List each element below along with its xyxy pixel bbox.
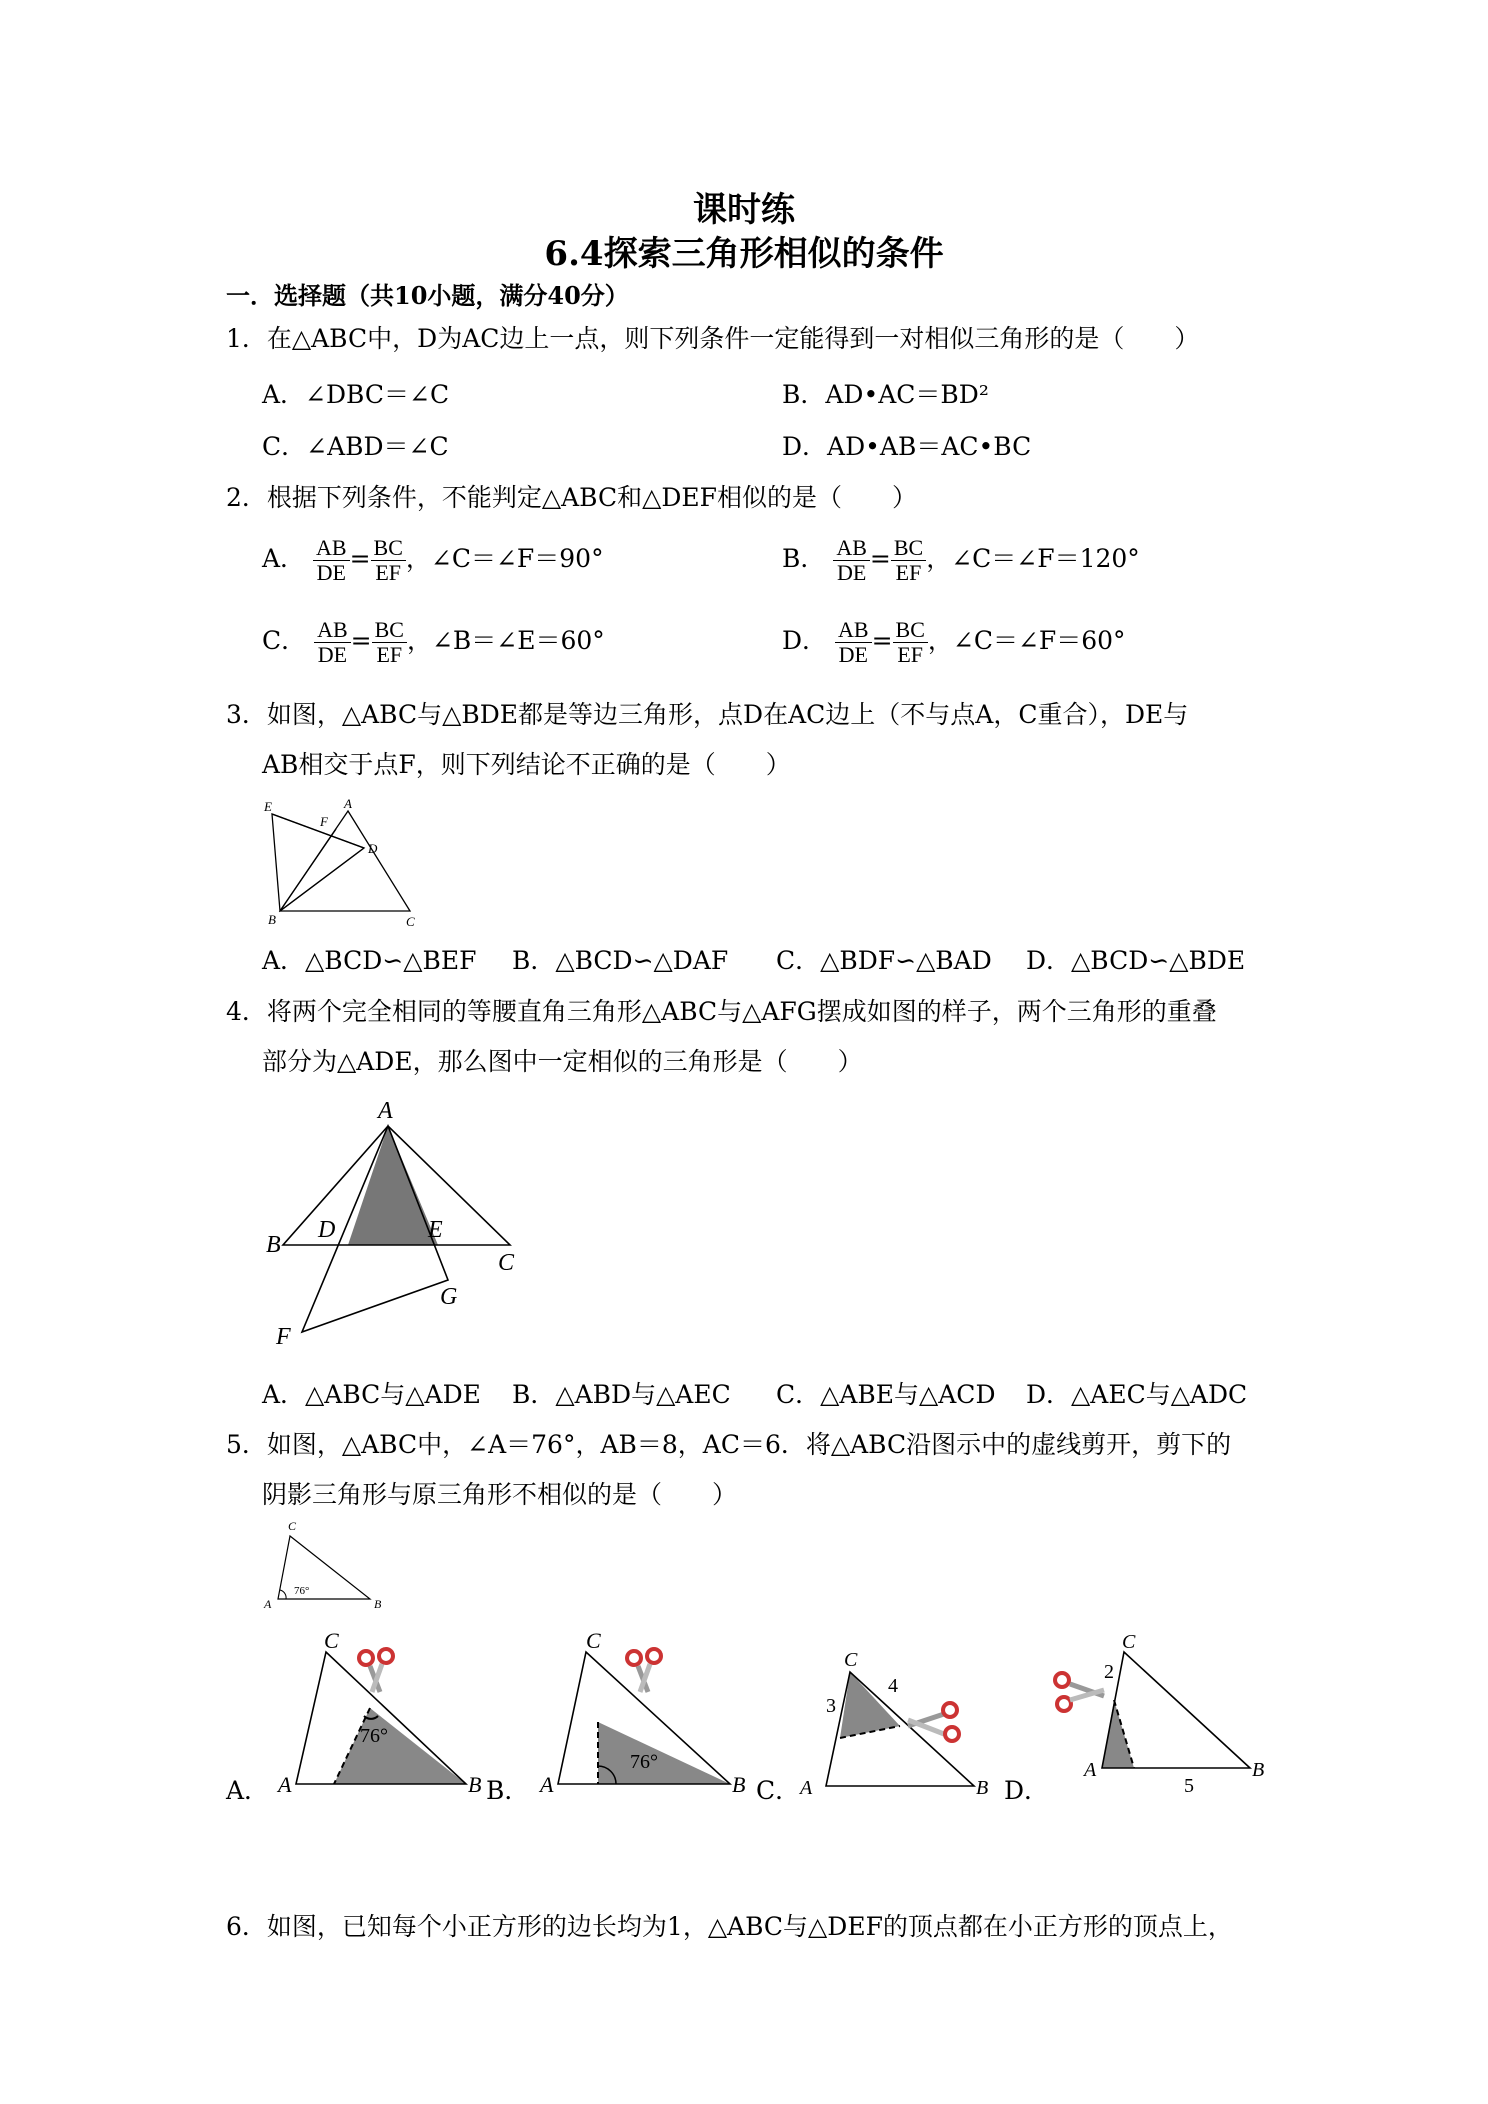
angle-76-label: 76°: [630, 1751, 658, 1773]
q5-stem-line2: 阴影三角形与原三角形不相似的是（ ）: [262, 1480, 738, 1509]
q2-option-c-label: C．: [262, 626, 307, 655]
label-a: A: [344, 796, 352, 811]
label-b: B: [268, 912, 276, 927]
q5-figure-a: [274, 1632, 488, 1804]
q2-option-a: A． $\frac{AB}{DE}$ = $\frac{BC}{EF}$ ，∠C＝∠F＝90°: [262, 535, 604, 585]
q3-stem-line2: AB相交于点F，则下列结论不正确的是（ ）: [262, 750, 791, 779]
q5-figure-c: [798, 1650, 998, 1802]
q1-stem: 1．在△ABC中，D为AC边上一点，则下列条件一定能得到一对相似三角形的是（ ）: [226, 324, 1200, 353]
q5-reference-figure: [258, 1516, 398, 1612]
q1-option-a: A．∠DBC＝∠C: [262, 380, 450, 409]
q4-figure: [258, 1094, 528, 1350]
label-d: D: [368, 841, 378, 856]
label-a: A: [278, 1772, 292, 1797]
q2-option-b: B． $\frac{AB}{DE}$ = $\frac{BC}{EF}$ ，∠C＝∠F＝120°: [782, 535, 1140, 585]
q2-option-d-label: D．: [782, 626, 828, 655]
fraction-bc-ef: $\frac{BC}{EF}$: [372, 618, 407, 667]
label-c: C: [288, 1519, 297, 1533]
label-b: B: [1252, 1759, 1265, 1781]
q4-stem-line2: 部分为△ADE，那么图中一定相似的三角形是（ ）: [262, 1047, 863, 1076]
fraction-ab-de: $\frac{AB}{DE}$: [833, 536, 870, 585]
label-c: C: [406, 914, 415, 928]
q5-option-c-letter: C．: [756, 1776, 801, 1805]
page-subtitle: 6.4探索三角形相似的条件: [544, 234, 944, 274]
q5-figure-d: [1048, 1632, 1268, 1802]
label-a: A: [800, 1777, 813, 1799]
label-a: A: [264, 1597, 272, 1611]
q3-option-a: A．△BCD∽△BEF: [262, 946, 477, 975]
q1-option-b: B．AD•AC＝BD²: [782, 380, 989, 409]
q2-option-c-condition: ，∠B＝∠E＝60°: [406, 626, 605, 655]
q2-option-a-label: A．: [262, 544, 306, 573]
fraction-bc-ef: $\frac{BC}{EF}$: [371, 536, 406, 585]
side-length-3: 3: [826, 1695, 836, 1717]
label-a: A: [540, 1772, 554, 1797]
label-c: C: [586, 1632, 601, 1653]
q1-option-d: D．AD•AB＝AC•BC: [782, 432, 1032, 461]
section-heading: 一．选择题（共10小题，满分40分）: [226, 281, 629, 310]
scissors-icon: [908, 1703, 959, 1741]
q4-option-b: B．△ABD与△AEC: [512, 1380, 731, 1409]
label-b: B: [374, 1597, 382, 1611]
side-length-5: 5: [1184, 1775, 1194, 1797]
q3-option-c: C．△BDF∽△BAD: [776, 946, 992, 975]
fraction-bc-ef: $\frac{BC}{EF}$: [891, 536, 926, 585]
q2-option-b-label: B．: [782, 544, 826, 573]
fraction-ab-de: $\frac{AB}{DE}$: [313, 536, 350, 585]
q2-option-d-condition: ，∠C＝∠F＝60°: [927, 626, 1126, 655]
label-b: B: [468, 1772, 482, 1797]
label-c: C: [498, 1250, 515, 1276]
label-c: C: [1122, 1632, 1136, 1653]
angle-76-label: 76°: [360, 1725, 388, 1747]
label-f: F: [320, 814, 328, 829]
triangle-bde: [272, 814, 364, 911]
label-b: B: [732, 1772, 746, 1797]
q5-option-b-letter: B．: [486, 1776, 530, 1805]
label-e: E: [428, 1217, 443, 1243]
side-length-2: 2: [1104, 1661, 1114, 1683]
fraction-ab-de: $\frac{AB}{DE}$: [314, 618, 351, 667]
scissors-icon: [359, 1649, 393, 1692]
q2-stem: 2．根据下列条件，不能判定△ABC和△DEF相似的是（ ）: [226, 483, 918, 512]
q1-option-c: C．∠ABD＝∠C: [262, 432, 449, 461]
fraction-ab-de: $\frac{AB}{DE}$: [835, 618, 872, 667]
scissors-icon: [1055, 1673, 1104, 1711]
side-length-4: 4: [888, 1675, 898, 1697]
label-e: E: [264, 799, 272, 814]
label-c: C: [844, 1650, 858, 1671]
q5-option-a-letter: A．: [226, 1776, 270, 1805]
label-a: A: [1084, 1759, 1097, 1781]
q5-stem-line1: 5．如图，△ABC中，∠A＝76°，AB＝8，AC＝6．将△ABC沿图示中的虚线剪开，剪下的: [226, 1430, 1232, 1459]
label-c: C: [324, 1632, 339, 1653]
label-b: B: [266, 1232, 281, 1258]
q3-figure: [258, 796, 428, 928]
q2-option-c: C． $\frac{AB}{DE}$ = $\frac{BC}{EF}$ ，∠B＝∠E＝60°: [262, 617, 605, 667]
label-a: A: [378, 1098, 393, 1124]
q3-stem-line1: 3．如图，△ABC与△BDE都是等边三角形，点D在AC边上（不与点A，C重合），DE与: [226, 700, 1189, 729]
label-f: F: [276, 1324, 291, 1350]
q2-option-a-condition: ，∠C＝∠F＝90°: [405, 544, 604, 573]
label-g: G: [440, 1284, 458, 1310]
label-d: D: [318, 1217, 336, 1243]
angle-76-label: 76°: [294, 1585, 310, 1597]
q3-option-d: D．△BCD∽△BDE: [1026, 946, 1246, 975]
scissors-icon: [627, 1649, 661, 1692]
fraction-bc-ef: $\frac{BC}{EF}$: [893, 618, 928, 667]
q2-option-b-condition: ，∠C＝∠F＝120°: [926, 544, 1140, 573]
q5-option-d-letter: D．: [1004, 1776, 1050, 1805]
shaded-triangle-ade: [348, 1126, 438, 1245]
q5-figure-b: [534, 1632, 748, 1804]
q2-option-d: D． $\frac{AB}{DE}$ = $\frac{BC}{EF}$ ，∠C＝∠F＝60°: [782, 617, 1126, 667]
q4-option-c: C．△ABE与△ACD: [776, 1380, 996, 1409]
label-b: B: [976, 1777, 989, 1799]
q4-stem-line1: 4．将两个完全相同的等腰直角三角形△ABC与△AFG摆成如图的样子，两个三角形的重叠: [226, 997, 1217, 1026]
q4-option-a: A．△ABC与△ADE: [262, 1380, 481, 1409]
q4-option-d: D．△AEC与△ADC: [1026, 1380, 1248, 1409]
q3-option-b: B．△BCD∽△DAF: [512, 946, 729, 975]
q6-stem-line1: 6．如图，已知每个小正方形的边长均为1，△ABC与△DEF的顶点都在小正方形的顶点上，: [226, 1912, 1233, 1941]
page-title: 课时练: [693, 190, 795, 230]
